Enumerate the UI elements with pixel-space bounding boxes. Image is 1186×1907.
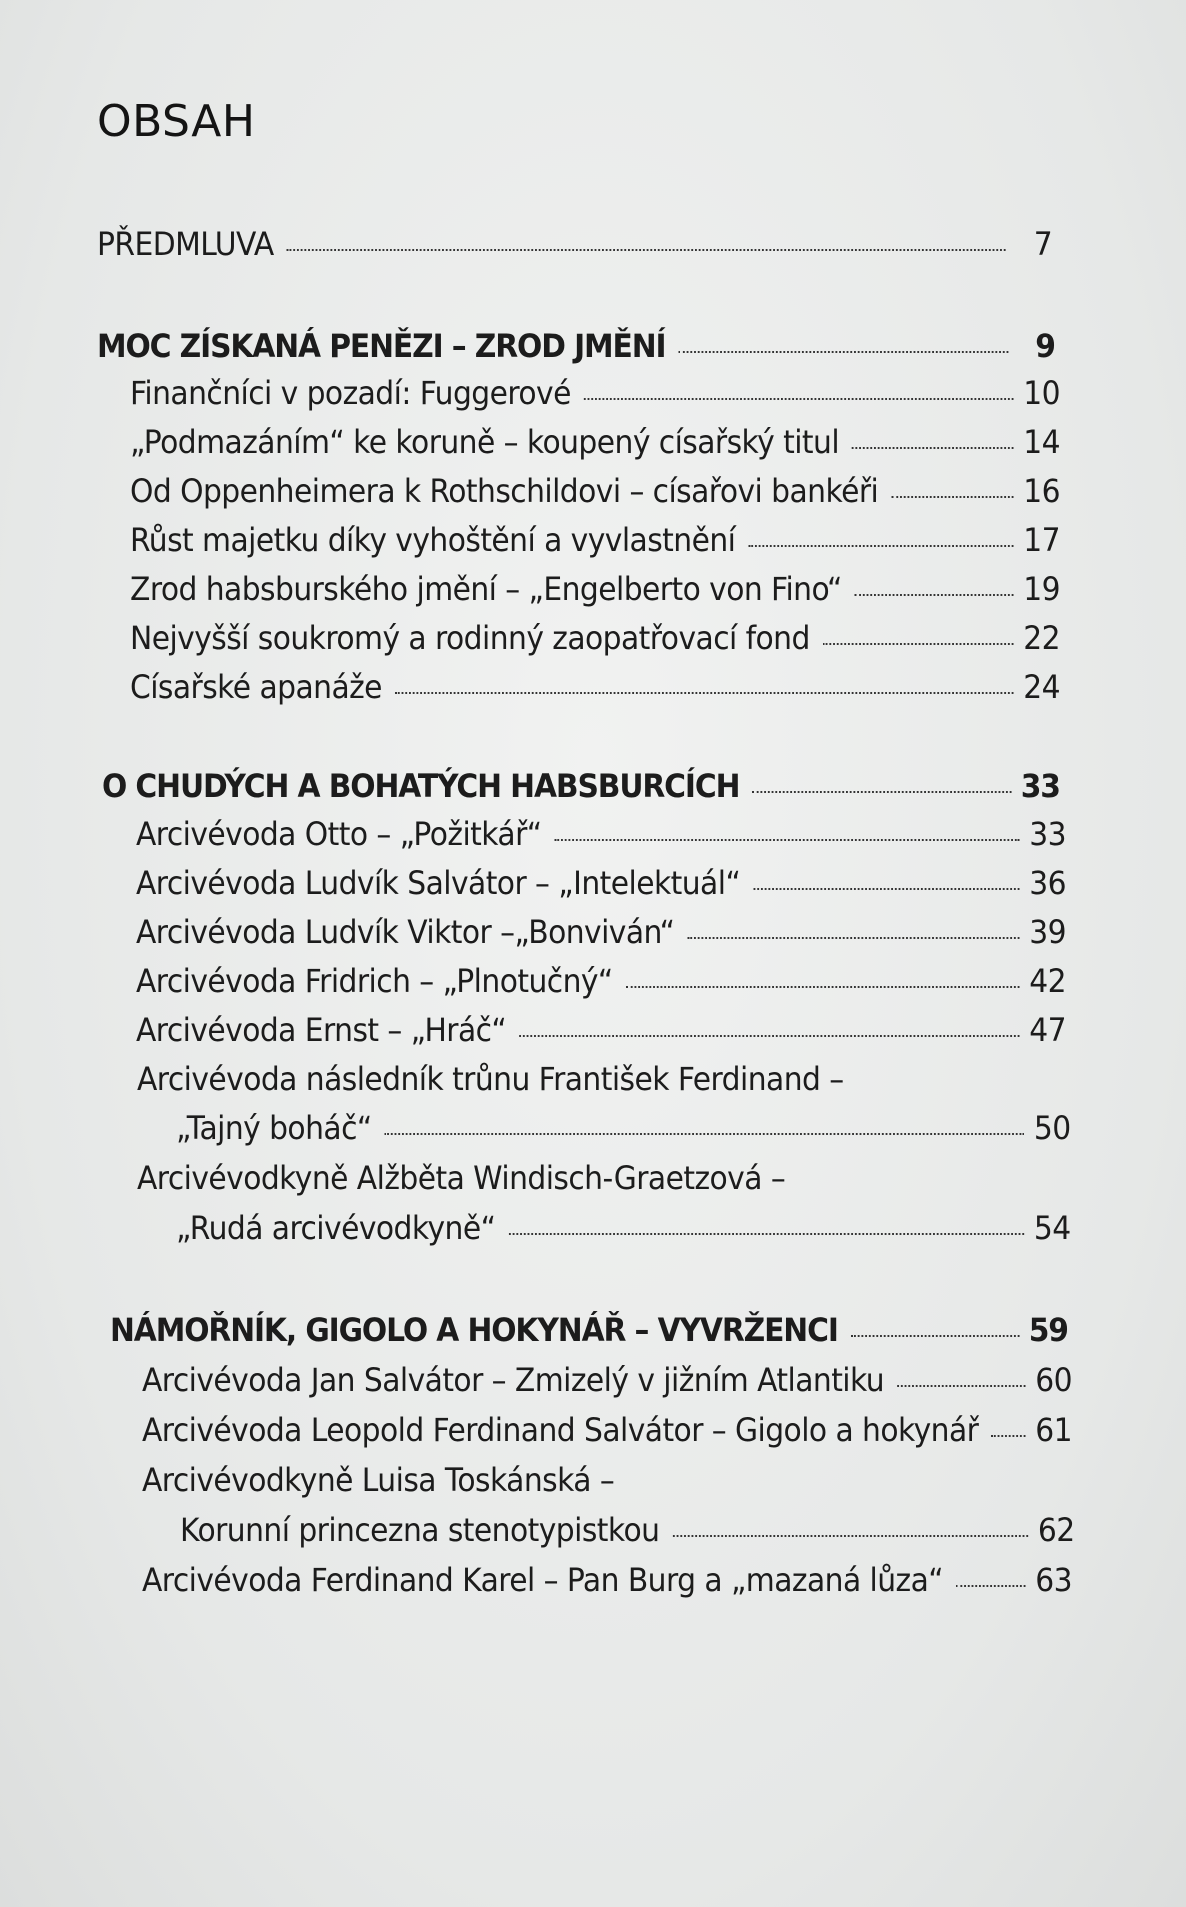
toc-entry-title: „Tajný boháč“ — [176, 1109, 372, 1147]
toc-entry-page: 50 — [1033, 1109, 1071, 1147]
toc-section-heading — [110, 1310, 1068, 1350]
leader-dots — [584, 397, 1014, 400]
toc-entry-title: Arcivévoda Ferdinand Karel – Pan Burg a „mazaná lůza“ — [142, 1561, 944, 1599]
toc-entry — [130, 618, 1060, 658]
toc-entry-title: Finančníci v pozadí: Fuggerové — [130, 374, 571, 412]
toc-entry — [136, 1010, 1066, 1050]
toc-entry — [176, 1208, 1071, 1248]
toc-entry-page: 47 — [1029, 1011, 1066, 1049]
page-title: OBSAH — [97, 96, 256, 147]
toc-entry-page: 9 — [1035, 327, 1055, 365]
toc-entry-title: Arcivévoda Leopold Ferdinand Salvátor – Gigolo a hokynář — [142, 1411, 979, 1449]
leader-dots — [688, 936, 1020, 939]
leader-dots — [287, 248, 1006, 251]
leader-dots — [679, 350, 1009, 353]
leader-dots — [897, 1384, 1025, 1387]
toc-entry-page: 36 — [1029, 864, 1066, 902]
leader-dots — [748, 544, 1013, 547]
toc-entry-predmluva — [97, 224, 1052, 264]
toc-entry-page: 10 — [1023, 374, 1060, 412]
toc-entry-title: Zrod habsburského jmění – „Engelberto von Fino“ — [130, 570, 842, 608]
leader-dots — [395, 691, 1014, 694]
toc-entry — [142, 1360, 1072, 1400]
toc-entry-title: Arcivévoda Jan Salvátor – Zmizelý v jižním Atlantiku — [142, 1361, 885, 1399]
toc-entry-first-line: Arcivévodkyně Alžběta Windisch-Graetzová – — [137, 1159, 786, 1197]
leader-dots — [508, 1232, 1024, 1235]
toc-entry-page: 33 — [1020, 767, 1060, 805]
toc-entry-page: 61 — [1035, 1411, 1072, 1449]
toc-entry-page: 14 — [1023, 423, 1060, 461]
toc-section-heading — [102, 766, 1060, 806]
leader-dots — [752, 790, 1011, 793]
toc-entry-page: 62 — [1037, 1511, 1075, 1549]
toc-entry — [142, 1410, 1072, 1450]
leader-dots — [852, 446, 1013, 449]
toc-entry — [142, 1560, 1072, 1600]
toc-entry-page: 7 — [1033, 225, 1053, 263]
toc-entry-title: Od Oppenheimera k Rothschildovi – císařovi bankéři — [130, 472, 879, 510]
leader-dots — [823, 642, 1014, 645]
toc-entry-title: Korunní princezna stenotypistkou — [180, 1511, 660, 1549]
toc-section-heading — [97, 326, 1055, 366]
toc-entry — [136, 961, 1066, 1001]
toc-entry-title: Arcivévoda Otto – „Požitkář“ — [136, 815, 542, 853]
toc-entry-title: „Podmazáním“ ke koruně – koupený císařský titul — [130, 423, 840, 461]
leader-dots — [626, 985, 1020, 988]
leader-dots — [956, 1584, 1025, 1587]
toc-entry-page: 39 — [1029, 913, 1066, 951]
leader-dots — [855, 593, 1014, 596]
toc-entry-title: Arcivévoda Fridrich – „Plnotučný“ — [136, 962, 613, 1000]
toc-entry-page: 59 — [1028, 1311, 1068, 1349]
toc-entry-page: 19 — [1023, 570, 1060, 608]
toc-entry — [130, 373, 1060, 413]
toc-entry-title: Císařské apanáže — [130, 668, 382, 706]
leader-dots — [519, 1034, 1019, 1037]
toc-entry — [130, 422, 1060, 462]
toc-entry — [136, 863, 1066, 903]
toc-entry — [136, 814, 1066, 854]
toc-entry-title: Arcivévoda Ludvík Viktor –„Bonviván“ — [136, 913, 675, 951]
toc-entry-first-line: Arcivévodkyně Luisa Toskánská – — [142, 1461, 615, 1499]
leader-dots — [672, 1534, 1028, 1537]
leader-dots — [991, 1434, 1025, 1437]
toc-entry-title: Růst majetku díky vyhoštění a vyvlastnění — [130, 521, 736, 559]
toc-section-title: O CHUDÝCH A BOHATÝCH HABSBURCÍCH — [102, 767, 740, 805]
toc-entry-page: 60 — [1035, 1361, 1072, 1399]
leader-dots — [555, 838, 1020, 841]
toc-entry-title: PŘEDMLUVA — [97, 225, 274, 263]
toc-entry-page: 54 — [1033, 1209, 1071, 1247]
toc-entry — [130, 569, 1060, 609]
toc-entry-page: 42 — [1029, 962, 1066, 1000]
toc-entry — [130, 471, 1060, 511]
toc-entry-title: Nejvyšší soukromý a rodinný zaopatřovací fond — [130, 619, 810, 657]
leader-dots — [385, 1132, 1024, 1135]
leader-dots — [851, 1334, 1020, 1337]
toc-section-title: MOC ZÍSKANÁ PENĚZI – ZROD JMĚNÍ — [97, 327, 666, 365]
toc-entry-title: Arcivévoda Ernst – „Hráč“ — [136, 1011, 507, 1049]
leader-dots — [753, 887, 1019, 890]
toc-entry — [130, 667, 1060, 707]
toc-entry-first-line: Arcivévoda následník trůnu František Ferdinand – — [137, 1060, 844, 1098]
toc-entry-page: 63 — [1035, 1561, 1072, 1599]
toc-entry-page: 17 — [1023, 521, 1060, 559]
toc-entry-page: 22 — [1023, 619, 1060, 657]
toc-section-title: NÁMOŘNÍK, GIGOLO A HOKYNÁŘ – VYVRŽENCI — [110, 1311, 838, 1349]
toc-entry-page: 33 — [1029, 815, 1066, 853]
toc-entry-page: 24 — [1023, 668, 1060, 706]
toc-entry — [176, 1108, 1071, 1148]
toc-entry-page: 16 — [1023, 472, 1060, 510]
toc-entry-title: „Rudá arcivévodkyně“ — [176, 1209, 496, 1247]
toc-entry — [136, 912, 1066, 952]
toc-entry-title: Arcivévoda Ludvík Salvátor – „Intelektuál“ — [136, 864, 741, 902]
leader-dots — [891, 495, 1013, 498]
toc-entry — [180, 1510, 1075, 1550]
toc-entry — [130, 520, 1060, 560]
